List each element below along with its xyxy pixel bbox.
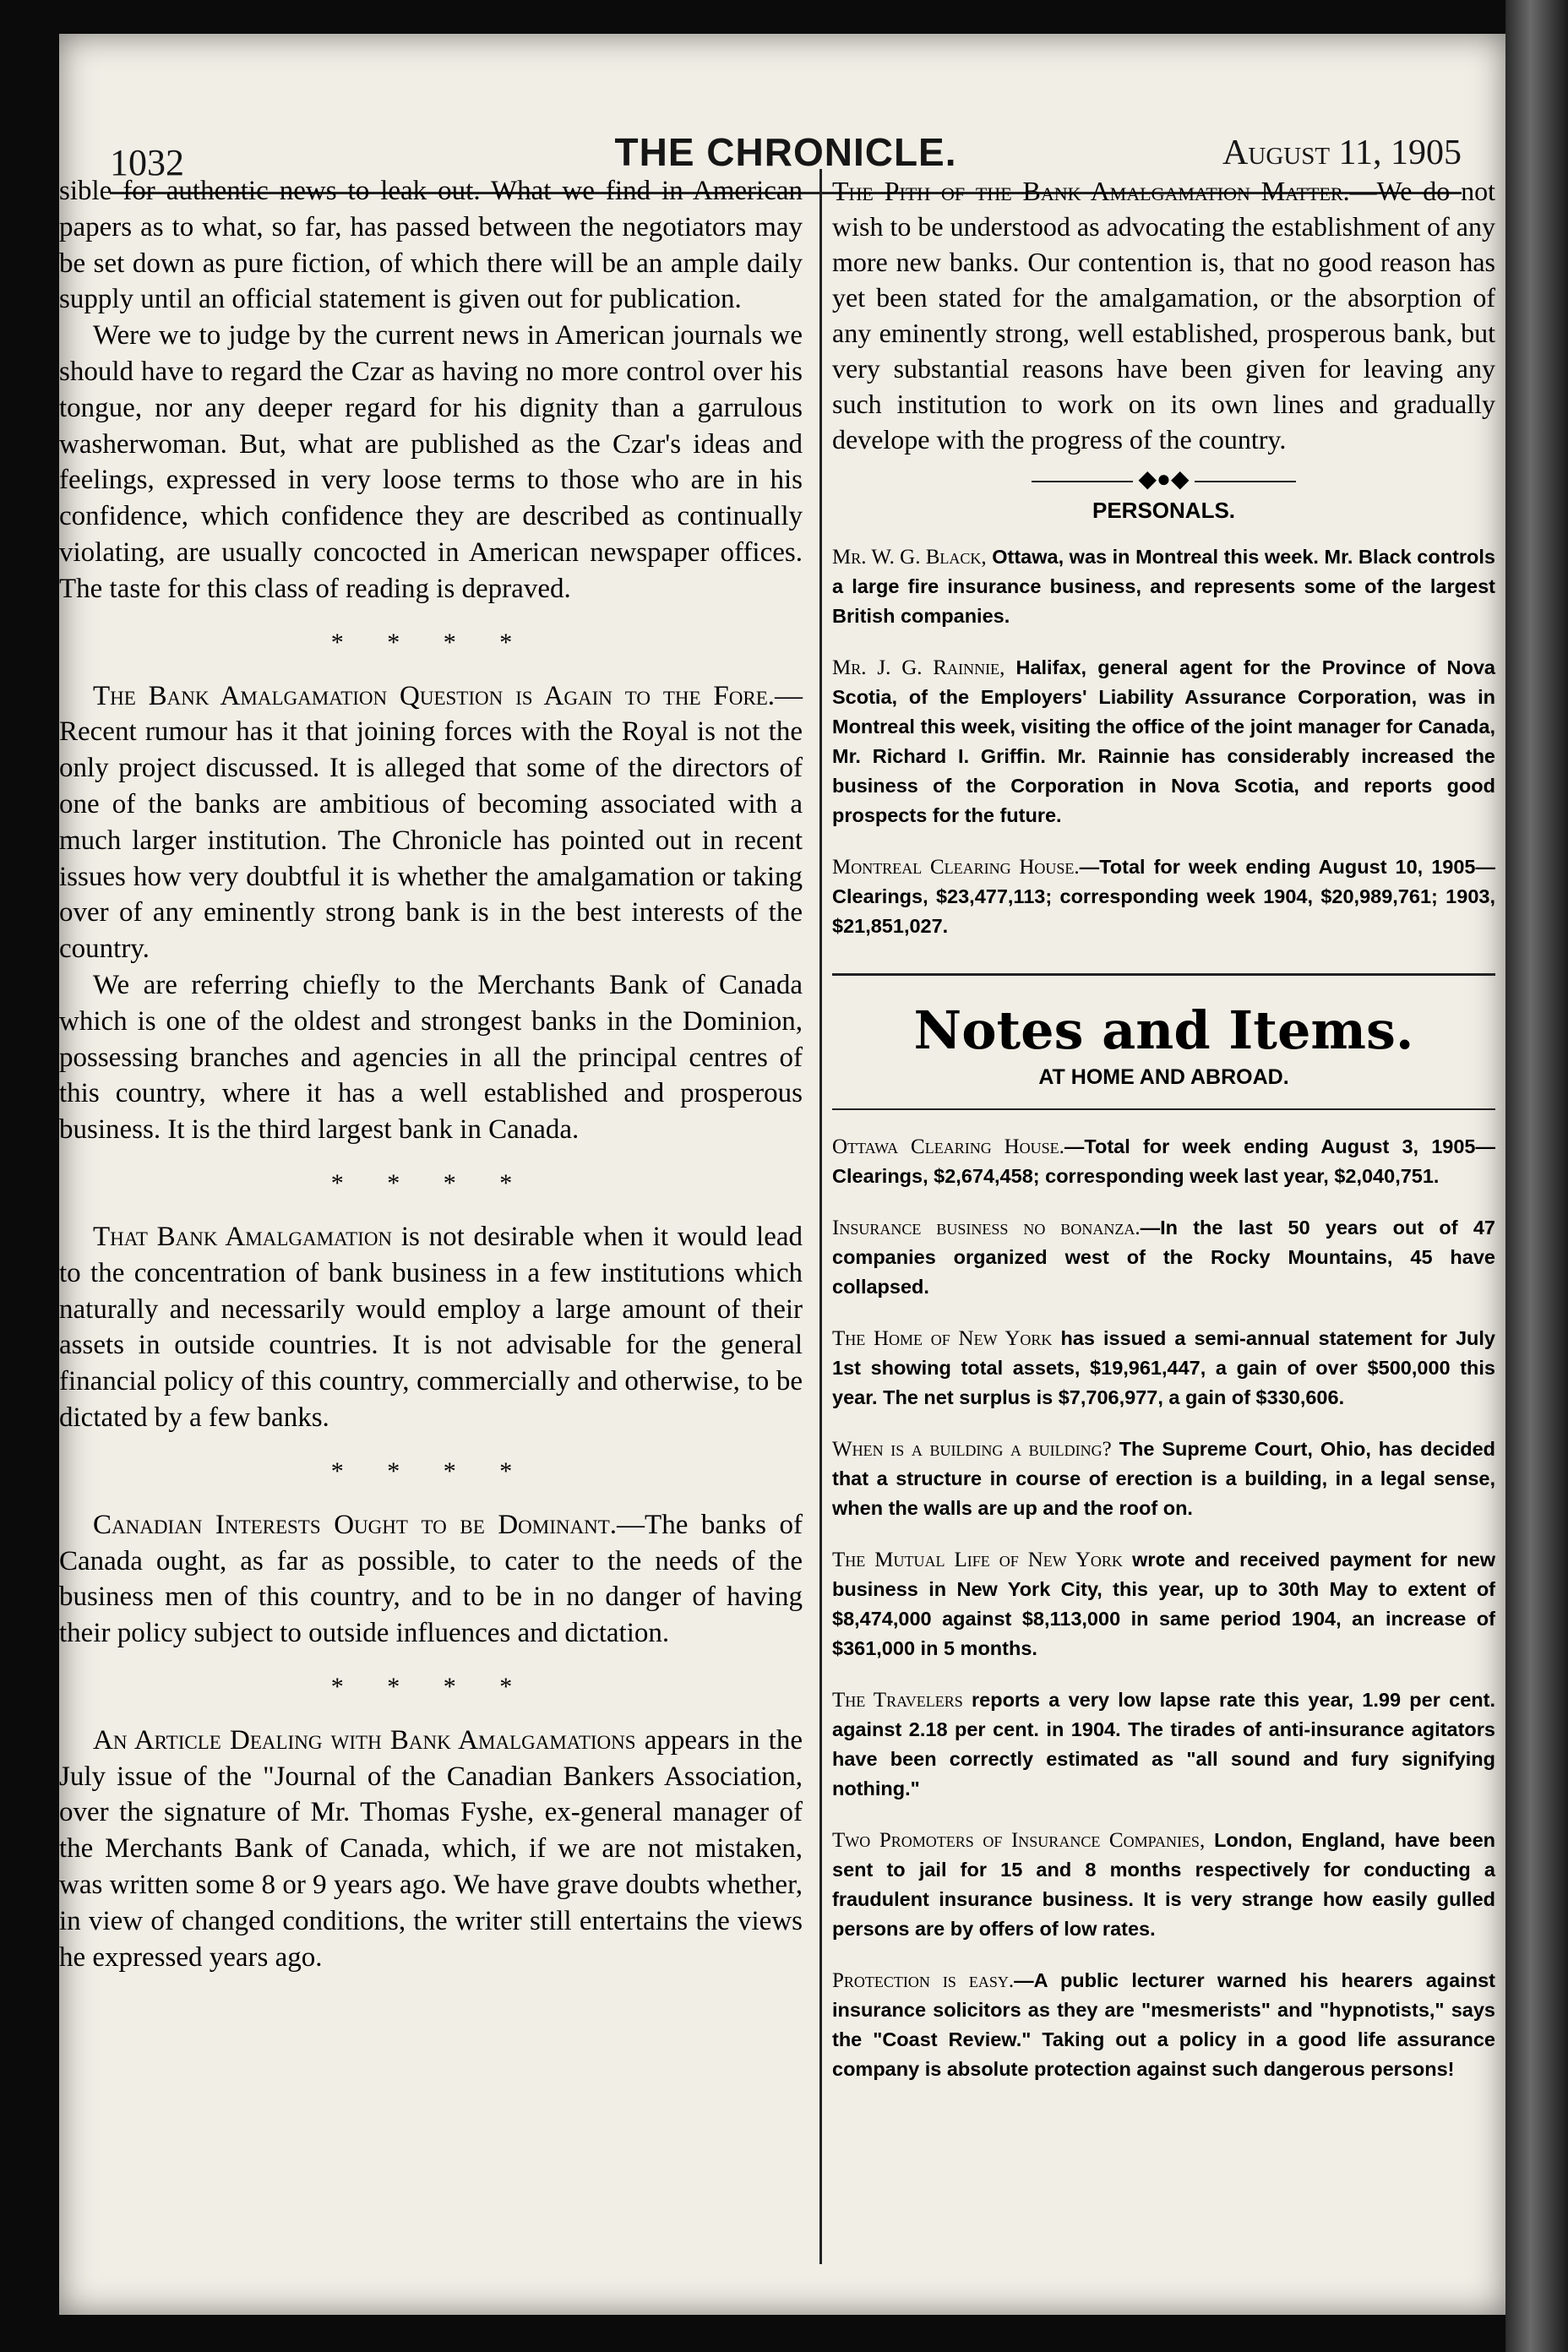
item-text: Ottawa, was in Montreal this week. Mr. Black controls a large fire insurance business, and represents some of the largest British companies. [832, 546, 1496, 627]
item-text: London, England, have been sent to jail for 15 and 8 months respectively for conducting a fraudulent insurance business. It is very strange how easily gulled persons are by offers of low rates. [832, 1829, 1495, 1940]
article-amalgamation-not-desirable [59, 1219, 803, 1436]
item-text: reports a very low lapse rate this year, 1.99 per cent. against 2.18 per cent. in 1904. The tirades of anti-insurance agitators have been correctly estimated as "all sound and fury signifying nothing." [832, 1689, 1495, 1799]
item-lead: The Mutual Life of New York [832, 1549, 1123, 1571]
item-text: The Supreme Court, Ohio, has decided that a structure in course of erection is a building, in a legal sense, when the walls are up and the roof on. [832, 1438, 1495, 1519]
item-lead: Montreal Clearing House. [832, 856, 1080, 879]
item-lead: Ottawa Clearing House. [832, 1135, 1064, 1158]
personal-item [832, 653, 1495, 830]
paragraph-czar: Were we to judge by the current news in American journals we should have to regard the Czar as having no more control over his tongue, nor any deeper regard for his dignity than a garrulous washerwoman. But, what are published as the Czar's ideas and feelings, expressed in very loose terms to those who are in his confidence, which confidence they are described as continually violating, are usually concocted in American newspaper offices. The taste for this class of reading is depraved. [59, 320, 803, 604]
article-heading: The Bank Amalgamation Question is Again to the Fore. [93, 680, 775, 711]
section-divider: * * * * [330, 1672, 531, 1701]
item-text: —A public lecturer warned his hearers against insurance solicitors as they are "mesmerists" and "hypnotists," says the "Coast Review." Taking out a policy in a good life assurance company is absolute protection against such dangerous persons! [832, 1969, 1495, 2080]
article-body: appears in the July issue of the "Journal of the Canadian Bankers Association, over the signature of Mr. Thomas Fyshe, ex-general manager of the Merchants Bank of Canada, which, if we are not mistaken, was written some 8 or 9 years ago. We have grave doubts whether, in view of changed conditions, the writer still entertains the views he expressed years ago. [59, 1724, 803, 1973]
item-lead: When is a building a building? [832, 1438, 1112, 1461]
section-divider: * * * * [330, 628, 531, 656]
article-heading: That Bank Amalgamation [93, 1221, 393, 1252]
section-divider: * * * * [330, 1456, 531, 1485]
personal-item [832, 542, 1495, 631]
note-item [832, 1685, 1495, 1804]
item-lead: The Travelers [832, 1689, 963, 1712]
item-lead: Mr. W. G. Black, [832, 546, 987, 569]
personals-heading: PERSONALS. [1092, 498, 1236, 523]
item-text: —Total for week ending August 3, 1905—Clearings, $2,674,458; corresponding week last year, $2,040,751. [832, 1135, 1495, 1187]
item-text: —In the last 50 years out of 47 companies organized west of the Rocky Mountains, 45 have collapsed. [832, 1217, 1496, 1298]
item-text: —Total for week ending August 10, 1905—Clearings, $23,477,113; corresponding week 1904, $20,989,761; 1903, $21,851,027. [832, 856, 1496, 937]
item-lead: The Home of New York [832, 1327, 1053, 1350]
personal-item [832, 852, 1495, 941]
article-journal-reference [59, 1723, 803, 1976]
column-rule [819, 169, 822, 2264]
subtitle-rule [832, 1108, 1495, 1110]
item-lead: Two Promoters of Insurance Companies, [832, 1829, 1206, 1852]
section-rule [832, 973, 1495, 976]
note-item [832, 1966, 1495, 2084]
article-body: —Recent rumour has it that joining forces with the Royal is not the only project discussed. It is alleged that some of the directors of one of the banks are ambitious of becoming associated with a much larger institution. The Chronicle has pointed out in recent issues how very doubtful it is whether the amalgamation or taking over of any eminently strong bank is in the best interests of the country. [59, 680, 803, 965]
article-body: —We do not wish to be understood as advocating the establishment of any more new banks. Our contention is, that no good reason has yet been stated for the amalgamation, or the absorption of any eminently strong, well established, prosperous bank, but very substantial reasons have been given for leaving any such institution to work on its own lines and gradually develope with the progress of the country. [832, 176, 1496, 455]
note-item [832, 1213, 1495, 1302]
ornament-divider: ◆●◆ [832, 467, 1495, 493]
paragraph-merchants-bank: We are referring chiefly to the Merchants Bank of Canada which is one of the oldest and strongest banks in the Dominion, possessing branches and agencies in all the principal centres of this country, where it has a well established and prosperous business. It is the third largest bank in Canada. [59, 969, 803, 1146]
notes-subtitle: AT HOME AND ABROAD. [1038, 1065, 1289, 1089]
article-heading: An Article Dealing with Bank Amalgamations [93, 1724, 636, 1756]
note-item [832, 1826, 1495, 1944]
right-column [832, 173, 1495, 2106]
article-heading: The Pith of the Bank Amalgamation Matter. [832, 176, 1350, 206]
article-body: —The banks of Canada ought, as far as possible, to cater to the needs of the business men of this country, and to be in no danger of having their policy subject to outside influences and dictation. [59, 1509, 803, 1649]
item-lead: Mr. J. G. Rainnie, [832, 656, 1005, 679]
section-divider: * * * * [330, 1168, 531, 1197]
issue-date: August 11, 1905 [1222, 133, 1462, 172]
page-edge-shadow [1505, 0, 1568, 2352]
note-item [832, 1435, 1495, 1523]
publication-title: THE CHRONICLE. [614, 130, 957, 174]
note-item [832, 1132, 1495, 1191]
item-text: Halifax, general agent for the Province of Nova Scotia, of the Employers' Liability Assurance Corporation, was in Montreal this week, visiting the office of the joint manager for Canada, Mr. Richard I. Griffin. Mr. Rainnie has considerably increased the business of the Corporation in Nova Scotia, and reports good prospects for the future. [832, 656, 1495, 826]
paragraph-continued: sible for authentic news to leak out. What we find in American papers as to what, so far, has passed between the negotiators may be set down as pure fiction, of which there will be an ample daily supply until an official statement is given out for publication. [59, 176, 803, 315]
article-body: is not desirable when it would lead to the concentration of bank business in a few institutions which naturally and necessarily would employ a large amount of their assets in outside countries. It is not advisable for the general financial policy of this country, commercially and otherwise, to be dictated by a few banks. [59, 1221, 803, 1433]
article-pith [832, 173, 1495, 457]
notes-and-items-title: Notes and Items. [913, 999, 1414, 1061]
item-lead: Insurance business no bonanza. [832, 1217, 1141, 1239]
left-column [59, 173, 803, 1975]
item-text: wrote and received payment for new business in New York City, this year, up to 30th May to extent of $8,474,000 against $8,113,000 in same period 1904, an increase of $361,000 in 5 months. [832, 1549, 1495, 1659]
article-heading: Canadian Interests Ought to be Dominant. [93, 1509, 618, 1540]
article-amalgamation-question [59, 678, 803, 967]
item-text: has issued a semi-annual statement for July 1st showing total assets, $19,961,447, a gain of over $500,000 this year. The net surplus is $7,706,977, a gain of $330,606. [832, 1327, 1495, 1408]
note-item [832, 1324, 1495, 1413]
note-item [832, 1545, 1495, 1663]
page-number: 1032 [110, 142, 184, 183]
page-header [110, 97, 1462, 183]
article-canadian-interests [59, 1507, 803, 1652]
item-lead: Protection is easy. [832, 1969, 1015, 1992]
